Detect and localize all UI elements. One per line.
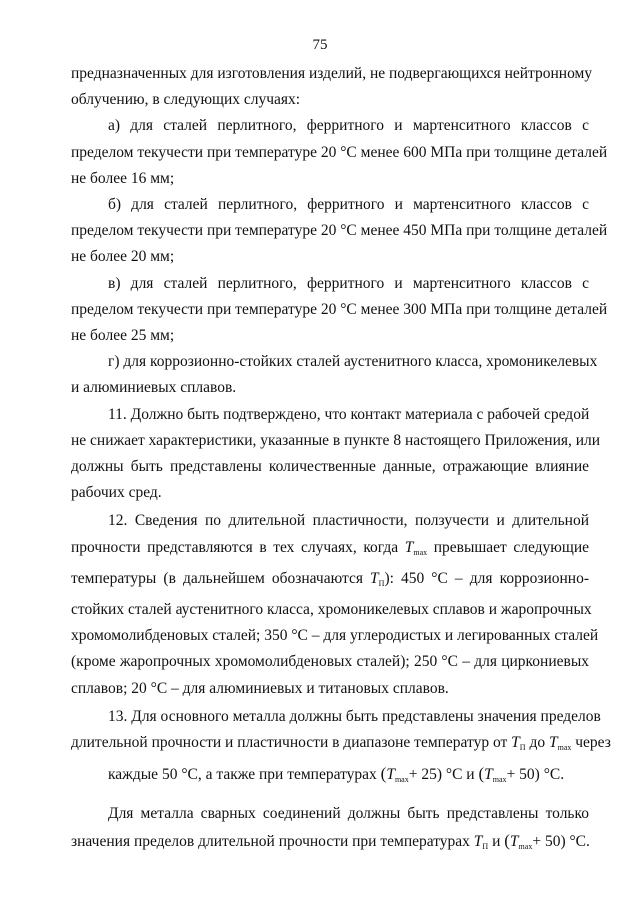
text-line: [71, 566, 589, 597]
page-number: 75: [312, 37, 328, 53]
text-line: [71, 761, 589, 793]
text-fragment: каждые 50 °С, а также при температурах: [108, 766, 377, 784]
t-p-symbol: $T_П$: [370, 569, 385, 588]
text-line: облучению, в следующих случаях:: [71, 91, 301, 109]
paragraph-11: [71, 402, 601, 507]
text-line: хромомолибденовых сталей; 350 °С – для углеродистых и легированных сталей: [71, 627, 599, 645]
list-item-v: [71, 271, 608, 350]
text-line: и алюминиевых сплавов.: [71, 379, 237, 397]
paragraph-13: [71, 704, 611, 794]
t-max-symbol: $T_{max}$: [548, 734, 572, 753]
paragraph-12: [71, 508, 599, 701]
text-line: [71, 828, 589, 860]
text-line: Для металла сварных соединений должны быть представлены только: [108, 805, 589, 823]
list-item-a: [71, 113, 608, 192]
text-fragment: значения пределов длительной прочности при температурах: [71, 832, 470, 850]
t-max-symbol: $T_{max}$: [404, 538, 428, 557]
text-line: пределом текучести при температуре 20 °С менее 450 МПа при толщине деталей: [71, 222, 608, 240]
text-line: рабочих сред.: [71, 484, 162, 502]
paragraph-weld: [71, 801, 589, 859]
text-line: пределом текучести при температуре 20 °С менее 300 МПа при толщине деталей: [71, 300, 608, 318]
list-item-g: [71, 349, 598, 401]
text-fragment: температуры (в дальнейшем обозначаются: [71, 569, 363, 587]
text-fragment: до: [529, 734, 546, 752]
text-line: б) для сталей перлитного, ферритного и мартенситного классов с: [108, 196, 589, 214]
text-fragment: через: [575, 734, 611, 752]
text-fragment: длительной прочности и пластичности в диапазоне температур от: [71, 734, 508, 752]
t-p-symbol: $T_П$: [473, 832, 489, 851]
document-body: [71, 61, 611, 860]
text-line: не снижает характеристики, указанные в пункте 8 настоящего Приложения, или: [71, 431, 601, 449]
text-line: 12. Сведения по длительной пластичности, ползучести и длительной: [108, 512, 589, 530]
text-line: стойких сталей аустенитного класса, хромоникелевых сплавов и жаропрочных: [71, 601, 592, 619]
formula-t-max-plus-50: $(T_{max}+ 50)$: [478, 764, 540, 785]
text-line: предназначенных для изготовления изделий, не подвергающихся нейтронному: [71, 65, 593, 82]
text-line: [71, 535, 589, 566]
text-fragment: прочности представляются в тех случаях, когда: [71, 538, 399, 556]
text-line: а) для сталей перлитного, ферритного и мартенситного классов с: [108, 117, 589, 135]
list-item-b: [71, 192, 608, 271]
text-line: не более 16 мм;: [71, 169, 175, 187]
text-line: сплавов; 20 °С – для алюминиевых и титановых сплавов.: [71, 679, 449, 697]
t-p-symbol: $T_П$: [511, 734, 526, 753]
text-fragment: °С.: [569, 832, 590, 850]
text-line: [71, 730, 611, 761]
text-line: должны быть представлены количественные данные, отражающие влияние: [71, 458, 589, 476]
text-line: (кроме жаропрочных хромомолибденовых сталей); 250 °С – для циркониевых: [71, 653, 589, 671]
text-line: 11. Должно быть подтверждено, что контакт материала с рабочей средой: [108, 405, 590, 423]
text-line: г) для коррозионно-стойких сталей аустенитного класса, хромоникелевых: [108, 353, 598, 371]
text-fragment: превышает следующие: [433, 538, 590, 556]
text-line: не более 25 мм;: [71, 327, 175, 345]
text-line: пределом текучести при температуре 20 °С менее 600 МПа при толщине деталей: [71, 143, 608, 161]
formula-t-max-plus-50: $(T_{max}+ 50)$: [504, 830, 566, 851]
text-fragment: и: [492, 832, 501, 850]
text-fragment: ): 450 °С – для коррозионно-: [384, 569, 589, 587]
text-line: 13. Для основного металла должны быть представлены значения пределов: [108, 707, 601, 725]
intro-paragraph: [71, 61, 593, 113]
formula-t-max-plus-25: $(T_{max}+ 25)$: [380, 764, 443, 785]
text-fragment: °С.: [543, 766, 565, 784]
text-fragment: °С и: [445, 766, 475, 784]
text-line: в) для сталей перлитного, ферритного и мартенситного классов с: [108, 274, 589, 292]
text-line: не более 20 мм;: [71, 248, 175, 266]
